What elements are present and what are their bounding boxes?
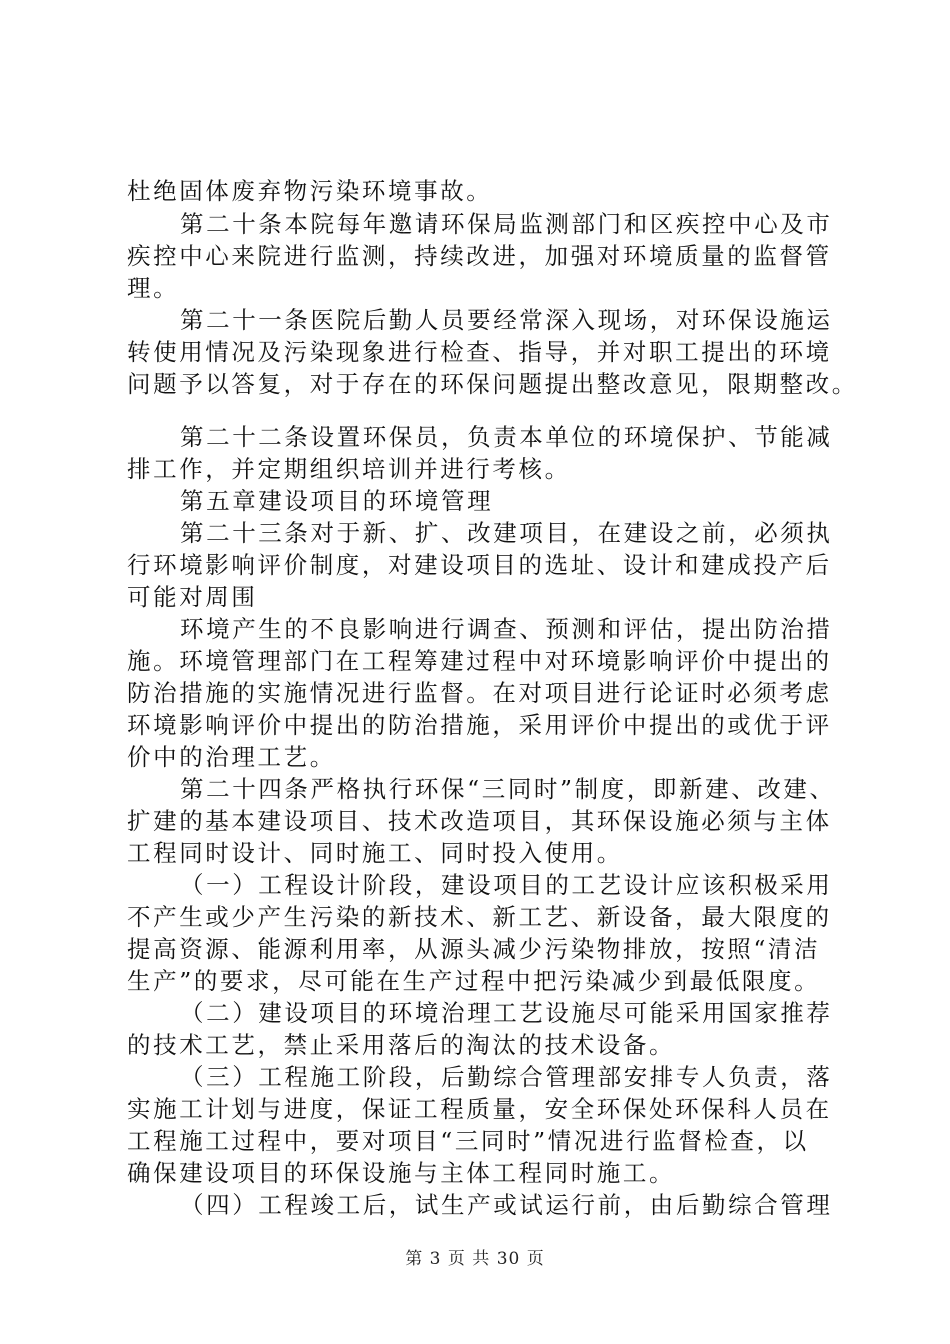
text-line: 防治措施的实施情况进行监督。在对项目进行论证时必须考虑	[127, 679, 832, 707]
text-line: （一）工程设计阶段，建设项目的工艺设计应该积极采用	[180, 871, 833, 899]
text-line: 环境影响评价中提出的防治措施，采用评价中提出的或优于评	[127, 711, 832, 739]
text-line: 转使用情况及污染现象进行检查、指导，并对职工提出的环境	[127, 338, 832, 366]
text-line: 确保建设项目的环保设施与主体工程同时施工。	[127, 1159, 676, 1187]
text-line: 不产生或少产生污染的新技术、新工艺、新设备，最大限度的	[127, 903, 832, 931]
text-line: 第二十四条严格执行环保“三同时”制度，即新建、改建、	[180, 775, 836, 803]
text-line: （二）建设项目的环境治理工艺设施尽可能采用国家推荐	[180, 999, 833, 1027]
text-line: 生产”的要求，尽可能在生产过程中把污染减少到最低限度。	[127, 967, 821, 995]
text-line: 理。	[127, 274, 180, 302]
text-line: 环境产生的不良影响进行调查、预测和评估，提出防治措	[180, 615, 833, 643]
text-line: 扩建的基本建设项目、技术改造项目，其环保设施必须与主体	[127, 807, 832, 835]
text-line: 第二十二条设置环保员，负责本单位的环境保护、节能减	[180, 423, 833, 451]
text-line: 可能对周围	[127, 583, 258, 611]
text-line: 工程施工过程中，要对项目“三同时”情况进行监督检查，以	[127, 1127, 809, 1155]
text-line: 实施工计划与进度，保证工程质量，安全环保处环保科人员在	[127, 1095, 832, 1123]
text-line: 价中的治理工艺。	[127, 743, 336, 771]
text-line: 第二十三条对于新、扩、改建项目，在建设之前，必须执	[180, 519, 833, 547]
text-line: 排工作，并定期组织培训并进行考核。	[127, 455, 571, 483]
text-line: 工程同时设计、同时施工、同时投入使用。	[127, 839, 623, 867]
text-line: 第二十一条医院后勤人员要经常深入现场，对环保设施运	[180, 306, 833, 334]
text-line: 提高资源、能源利用率，从源头减少污染物排放，按照“清洁	[127, 935, 821, 963]
text-line: 杜绝固体废弃物污染环境事故。	[127, 177, 493, 205]
text-line: 的技术工艺，禁止采用落后的淘汰的技术设备。	[127, 1031, 676, 1059]
text-line: 问题予以答复，对于存在的环保问题提出整改意见，限期整改。	[127, 370, 858, 398]
page-number-footer: 第 3 页 共 30 页	[405, 1249, 545, 1269]
text-line: （四）工程竣工后，试生产或试运行前，由后勤综合管理	[180, 1191, 833, 1219]
text-line: 疾控中心来院进行监测，持续改进，加强对环境质量的监督管	[127, 242, 832, 270]
text-line: 施。环境管理部门在工程筹建过程中对环境影响评价中提出的	[127, 647, 832, 675]
chapter-heading: 第五章建设项目的环境管理	[180, 487, 494, 515]
text-line: 行环境影响评价制度，对建设项目的选址、设计和建成投产后	[127, 551, 832, 579]
text-line: （三）工程施工阶段，后勤综合管理部安排专人负责，落	[180, 1063, 833, 1091]
text-line: 第二十条本院每年邀请环保局监测部门和区疾控中心及市	[180, 210, 833, 238]
